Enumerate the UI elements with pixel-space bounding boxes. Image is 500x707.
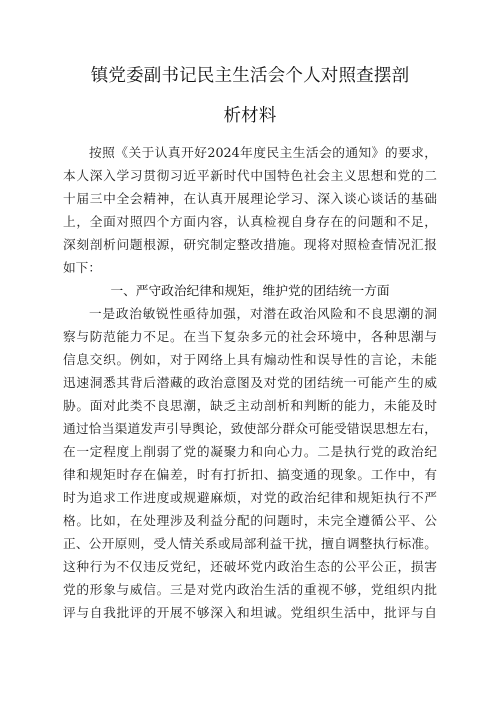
intro-line: 深刻剖析问题根源，研究制定整改措施。现将对照检查情况汇报 — [63, 237, 437, 252]
body-line: 在一定程度上削弱了党的凝聚力和向心力。二是执行党的政治纪 — [63, 444, 437, 459]
body-line: 这种行为不仅违反党纪，还破坏党内政治生态的公平公正，损害 — [63, 559, 437, 574]
document-title-line-1: 镇党委副书记民主生活会个人对照查摆剖 — [90, 66, 410, 86]
body-line: 信息交织。例如，对于网络上具有煽动性和误导性的言论，未能 — [63, 352, 437, 367]
body-line: 党的形象与威信。三是对党内政治生活的重视不够，党组织内批 — [63, 582, 437, 597]
body-line: 胁。面对此类不良思潮，缺乏主动剖析和判断的能力，未能及时 — [63, 398, 437, 413]
intro-line: 按照《关于认真开好2024年度民主生活会的通知》的要求， — [89, 145, 437, 160]
body-line: 迅速洞悉其背后潜藏的政治意图及对党的团结统一可能产生的威 — [63, 375, 437, 390]
intro-line: 十届三中全会精神，在认真开展理论学习、深入谈心谈话的基础 — [63, 191, 437, 206]
intro-line: 上，全面对照四个方面内容，认真检视自身存在的问题和不足， — [63, 214, 437, 229]
intro-line: 本人深入学习贯彻习近平新时代中国特色社会主义思想和党的二 — [63, 168, 437, 183]
body-line: 察与防范能力不足。在当下复杂多元的社会环境中，各种思潮与 — [63, 329, 437, 344]
section-heading: 一、严守政治纪律和规矩，维护党的团结统一方面 — [110, 283, 390, 298]
body-line: 评与自我批评的开展不够深入和坦诚。党组织生活中，批评与自 — [63, 605, 437, 620]
body-line: 时为追求工作进度或规避麻烦，对党的政治纪律和规矩执行不严 — [63, 490, 437, 505]
intro-line: 如下： — [63, 260, 102, 275]
body-line: 格。比如，在处理涉及利益分配的问题时，未完全遵循公平、公 — [63, 513, 437, 528]
body-line: 正、公开原则，受人情关系或局部利益干扰，擅自调整执行标准。 — [63, 536, 437, 551]
body-line: 通过恰当渠道发声引导舆论，致使部分群众可能受错误思想左右， — [63, 421, 437, 436]
body-line: 律和规矩时存在偏差，时有打折扣、搞变通的现象。工作中，有 — [63, 467, 437, 482]
document-title-line-2: 析材料 — [223, 106, 277, 126]
body-line: 一是政治敏锐性亟待加强，对潜在政治风险和不良思潮的洞 — [89, 306, 437, 321]
